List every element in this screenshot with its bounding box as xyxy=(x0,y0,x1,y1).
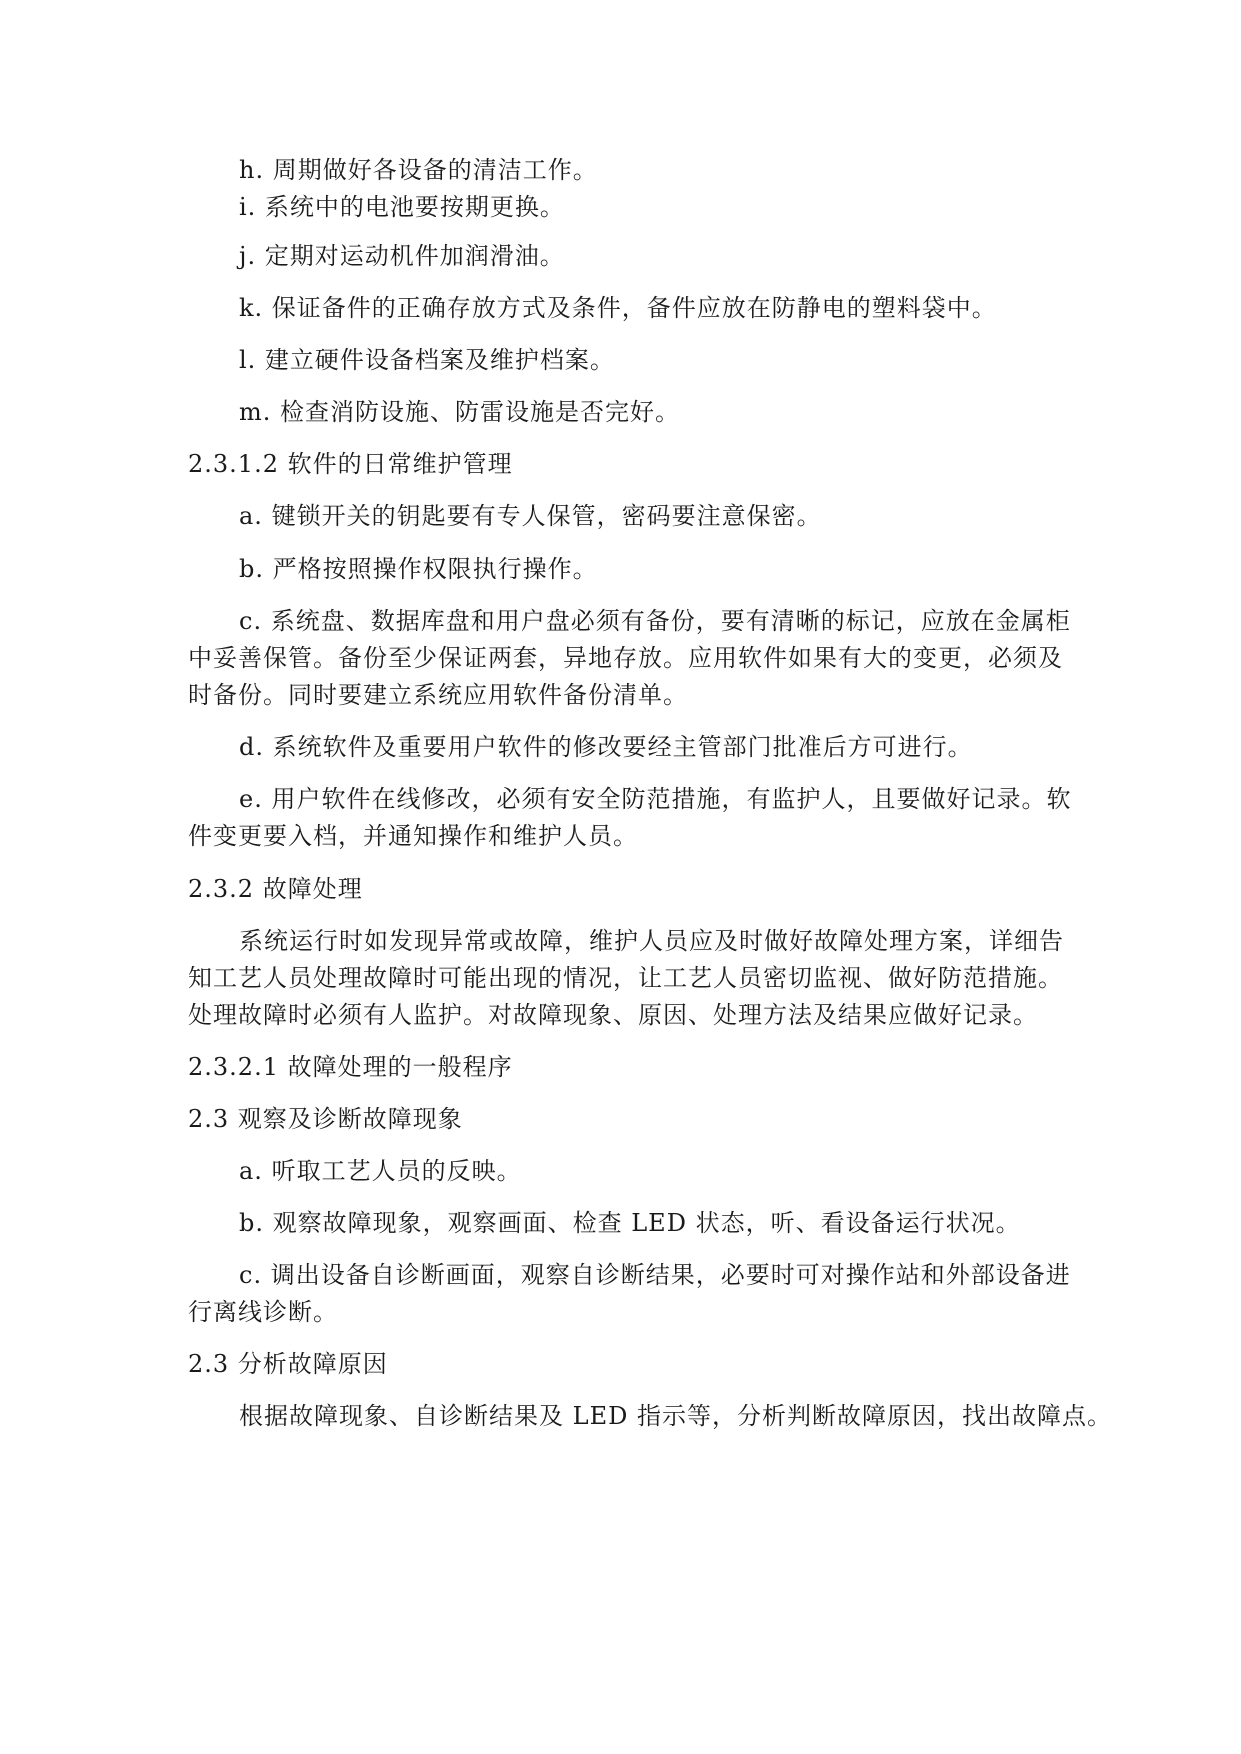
section-heading-2-3-2-1: 2.3.2.1 故障处理的一般程序 xyxy=(188,1053,513,1081)
item-c-software-line2: 中妥善保管。备份至少保证两套，异地存放。应用软件如果有大的变更，必须及 xyxy=(188,644,1063,672)
section-heading-2-3-2: 2.3.2 故障处理 xyxy=(188,875,363,903)
item-c-software-line1: c. 系统盘、数据库盘和用户盘必须有备份，要有清晰的标记，应放在金属柜 xyxy=(239,607,1071,635)
item-d-software: d. 系统软件及重要用户软件的修改要经主管部门批准后方可进行。 xyxy=(239,733,973,761)
item-m: m. 检查消防设施、防雷设施是否完好。 xyxy=(239,398,681,426)
item-k: k. 保证备件的正确存放方式及条件，备件应放在防静电的塑料袋中。 xyxy=(239,294,997,322)
item-e-software-line1: e. 用户软件在线修改，必须有安全防范措施，有监护人，且要做好记录。软 xyxy=(239,785,1072,813)
section-heading-analyze: 2.3 分析故障原因 xyxy=(188,1350,388,1378)
body-fault-line2: 知工艺人员处理故障时可能出现的情况，让工艺人员密切监视、做好防范措施。 xyxy=(188,964,1063,992)
item-c-software-line3: 时备份。同时要建立系统应用软件备份清单。 xyxy=(188,681,688,709)
item-e-software-line2: 件变更要入档，并通知操作和维护人员。 xyxy=(188,822,638,850)
item-b-observe: b. 观察故障现象，观察画面、检查 LED 状态，听、看设备运行状况。 xyxy=(239,1209,1021,1237)
item-b-software: b. 严格按照操作权限执行操作。 xyxy=(239,555,598,583)
section-heading-observe: 2.3 观察及诊断故障现象 xyxy=(188,1105,463,1133)
item-j: j. 定期对运动机件加润滑油。 xyxy=(239,242,565,270)
section-heading-2-3-1-2: 2.3.1.2 软件的日常维护管理 xyxy=(188,450,513,478)
body-analyze: 根据故障现象、自诊断结果及 LED 指示等，分析判断故障原因，找出故障点。 xyxy=(239,1402,1112,1430)
item-a-software: a. 键锁开关的钥匙要有专人保管，密码要注意保密。 xyxy=(239,502,822,530)
body-fault-line3: 处理故障时必须有人监护。对故障现象、原因、处理方法及结果应做好记录。 xyxy=(188,1001,1038,1029)
item-h: h. 周期做好各设备的清洁工作。 xyxy=(239,156,598,184)
item-i: i. 系统中的电池要按期更换。 xyxy=(239,193,565,221)
body-fault-line1: 系统运行时如发现异常或故障，维护人员应及时做好故障处理方案，详细告 xyxy=(239,927,1064,955)
item-a-observe: a. 听取工艺人员的反映。 xyxy=(239,1157,522,1185)
item-c-observe-line2: 行离线诊断。 xyxy=(188,1298,338,1326)
item-c-observe-line1: c. 调出设备自诊断画面，观察自诊断结果，必要时可对操作站和外部设备进 xyxy=(239,1261,1071,1289)
item-l: l. 建立硬件设备档案及维护档案。 xyxy=(239,346,615,374)
